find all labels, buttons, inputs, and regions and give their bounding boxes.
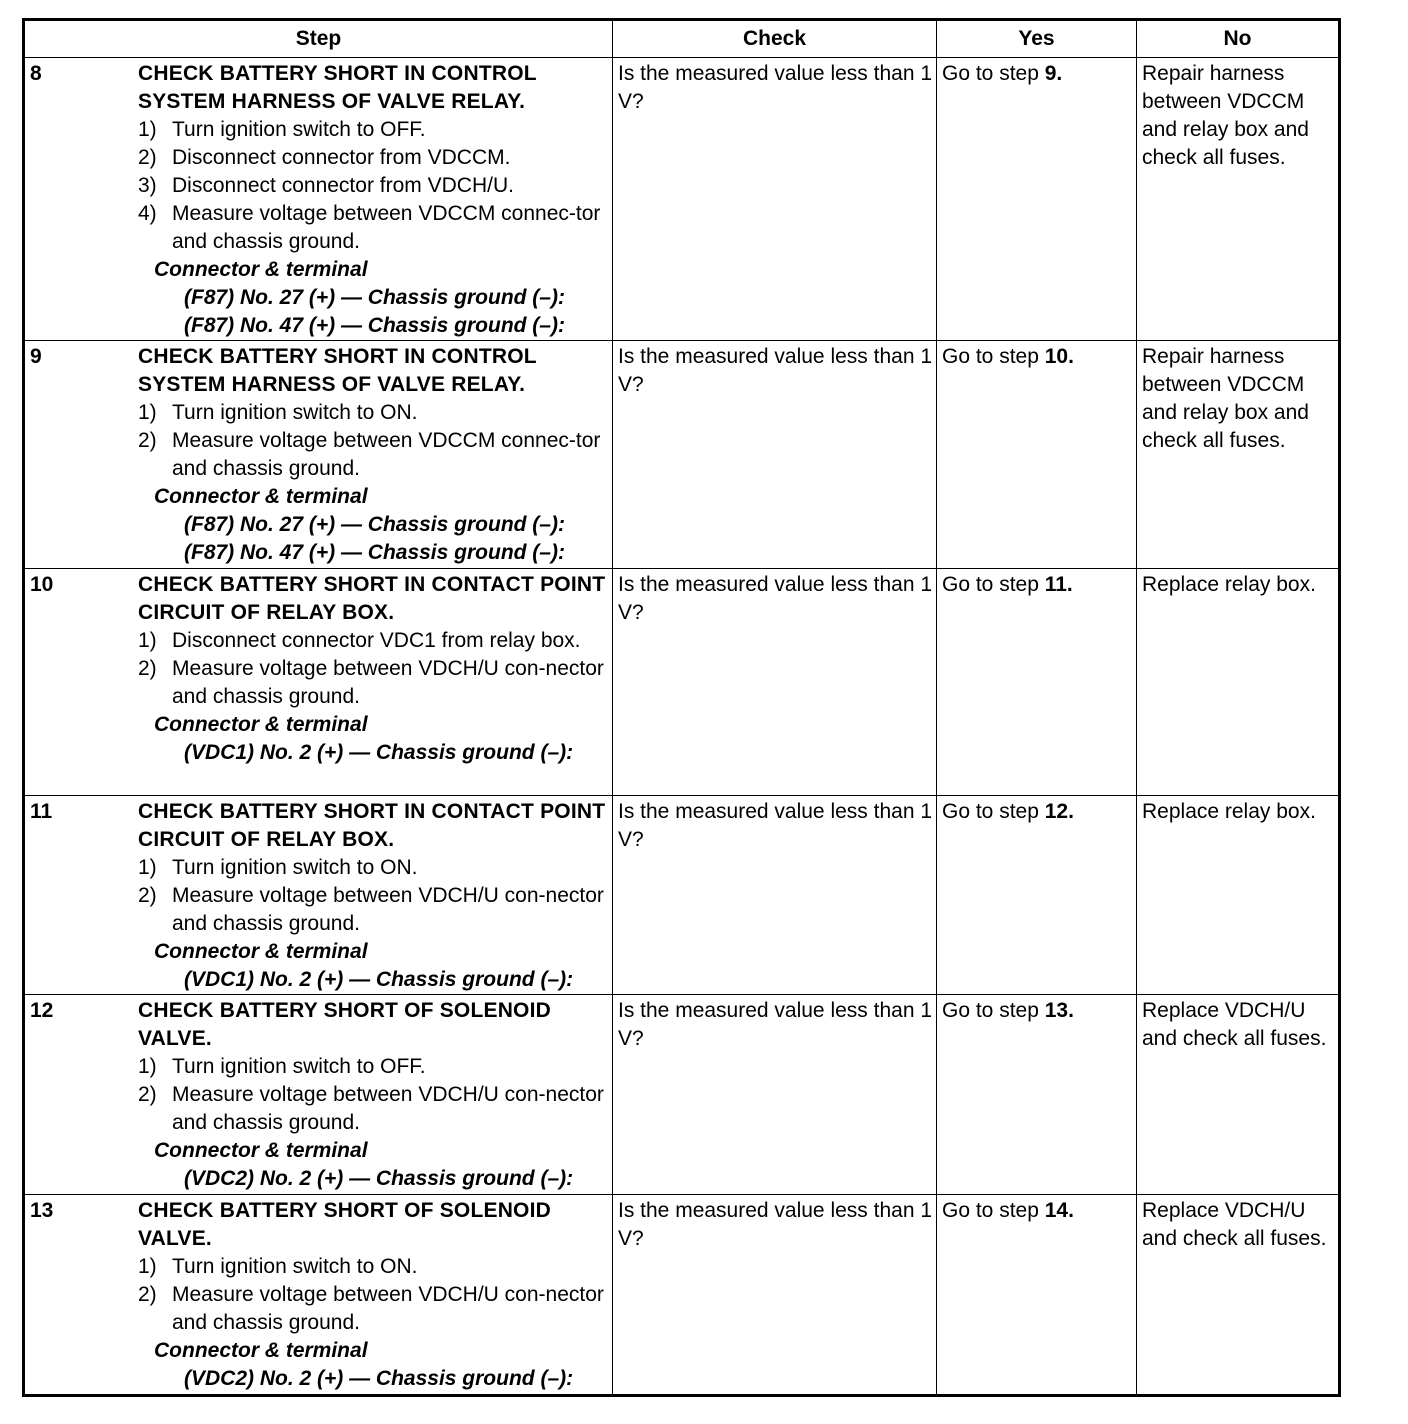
substep-text: Disconnect connector from VDCCM. [172, 146, 511, 169]
substep-number: 1) [138, 1055, 157, 1078]
substep-text: Disconnect connector VDC1 from relay box. [172, 629, 581, 652]
step-number: 11 [30, 800, 53, 823]
substep [138, 854, 608, 882]
table-row [24, 569, 1340, 796]
no-cell [1137, 995, 1340, 1195]
step-cell [24, 796, 613, 995]
step-number: 8 [30, 62, 42, 85]
substep-text: Measure voltage between VDCH/U con-nector and chassis ground. [172, 657, 604, 708]
no-cell [1137, 796, 1340, 995]
substep-text: Disconnect connector from VDCH/U. [172, 174, 514, 197]
substep [138, 116, 608, 144]
check-cell [613, 58, 937, 341]
step-title: CHECK BATTERY SHORT IN CONTACT POINT CIRCUIT OF RELAY BOX. [138, 573, 606, 624]
header-step: Step [24, 20, 613, 58]
check-cell [613, 1195, 937, 1396]
substep-number: 1) [138, 629, 157, 652]
no-text: Replace VDCH/U and check all fuses. [1142, 1199, 1327, 1250]
no-cell [1137, 569, 1340, 796]
substep-text: Measure voltage between VDCH/U con-nector and chassis ground. [172, 1283, 604, 1334]
step-cell [24, 58, 613, 341]
connector-terminal-line: (F87) No. 27 (+) — Chassis ground (–): [184, 513, 565, 536]
yes-step-link: 12. [1044, 800, 1074, 823]
header-yes: Yes [937, 20, 1137, 58]
step-number: 13 [30, 1199, 54, 1222]
substep-number: 1) [138, 118, 157, 141]
no-text: Replace VDCH/U and check all fuses. [1142, 999, 1327, 1050]
connector-terminal-label: Connector & terminal [154, 940, 368, 963]
step-title: CHECK BATTERY SHORT OF SOLENOID VALVE. [138, 1199, 551, 1250]
connector-terminal-label: Connector & terminal [154, 1139, 368, 1162]
connector-terminal-label: Connector & terminal [154, 485, 368, 508]
check-text: Is the measured value less than 1 V? [618, 345, 933, 396]
yes-cell [937, 796, 1137, 995]
step-cell [24, 1195, 613, 1396]
yes-step-link: 9. [1044, 62, 1063, 85]
connector-terminal-line: (F87) No. 47 (+) — Chassis ground (–): [184, 541, 565, 564]
yes-cell [937, 58, 1137, 341]
table-row [24, 796, 1340, 995]
check-text: Is the measured value less than 1 V? [618, 573, 933, 624]
substep-text: Measure voltage between VDCCM connec-tor and chassis ground. [172, 202, 601, 253]
substep-text: Turn ignition switch to OFF. [172, 1055, 426, 1078]
substep [138, 427, 608, 483]
table-body [24, 58, 1340, 1396]
table-row [24, 995, 1340, 1195]
yes-text: Go to step [942, 1199, 1045, 1222]
step-number: 12 [30, 999, 54, 1022]
substep [138, 172, 608, 200]
header-no: No [1137, 20, 1340, 58]
no-cell [1137, 341, 1340, 569]
step-cell [24, 341, 613, 569]
substep-number: 1) [138, 856, 157, 879]
substep-number: 1) [138, 401, 157, 424]
no-cell [1137, 58, 1340, 341]
substep-number: 2) [138, 429, 157, 452]
substep-text: Measure voltage between VDCCM connec-tor and chassis ground. [172, 429, 601, 480]
yes-cell [937, 341, 1137, 569]
no-text: Repair harness between VDCCM and relay box and check all fuses. [1142, 62, 1309, 169]
connector-terminal-line: (VDC2) No. 2 (+) — Chassis ground (–): [184, 1367, 574, 1390]
yes-cell [937, 995, 1137, 1195]
substep [138, 655, 608, 711]
diagnostic-table [22, 18, 1341, 1397]
substep-number: 2) [138, 146, 157, 169]
step-number: 9 [30, 345, 42, 368]
substep [138, 882, 608, 938]
substep [138, 627, 608, 655]
step-title: CHECK BATTERY SHORT IN CONTROL SYSTEM HARNESS OF VALVE RELAY. [138, 345, 537, 396]
table-row [24, 341, 1340, 569]
check-cell [613, 569, 937, 796]
check-cell [613, 341, 937, 569]
check-text: Is the measured value less than 1 V? [618, 62, 933, 113]
yes-text: Go to step [942, 999, 1045, 1022]
yes-text: Go to step [942, 345, 1045, 368]
yes-step-link: 13. [1044, 999, 1074, 1022]
check-cell [613, 995, 937, 1195]
substep-number: 2) [138, 1283, 157, 1306]
connector-terminal-line: (F87) No. 27 (+) — Chassis ground (–): [184, 286, 565, 309]
header-check: Check [613, 20, 937, 58]
connector-terminal-label: Connector & terminal [154, 258, 368, 281]
step-title: CHECK BATTERY SHORT IN CONTACT POINT CIRCUIT OF RELAY BOX. [138, 800, 606, 851]
yes-step-link: 11. [1044, 573, 1073, 596]
table-row [24, 1195, 1340, 1396]
yes-step-link: 10. [1044, 345, 1074, 368]
step-title: CHECK BATTERY SHORT OF SOLENOID VALVE. [138, 999, 551, 1050]
step-number: 10 [30, 573, 54, 596]
substep [138, 1053, 608, 1081]
no-text: Replace relay box. [1142, 800, 1316, 823]
substep-number: 2) [138, 1083, 157, 1106]
yes-text: Go to step [942, 800, 1045, 823]
substep-text: Turn ignition switch to ON. [172, 1255, 418, 1278]
connector-terminal-label: Connector & terminal [154, 713, 368, 736]
substep [138, 200, 608, 256]
check-text: Is the measured value less than 1 V? [618, 800, 933, 851]
substep [138, 399, 608, 427]
step-cell [24, 995, 613, 1195]
connector-terminal-line: (VDC2) No. 2 (+) — Chassis ground (–): [184, 1167, 574, 1190]
no-text: Repair harness between VDCCM and relay box and check all fuses. [1142, 345, 1309, 452]
yes-text: Go to step [942, 573, 1045, 596]
table-row [24, 58, 1340, 341]
check-text: Is the measured value less than 1 V? [618, 999, 933, 1050]
header-row [24, 20, 1340, 58]
step-cell [24, 569, 613, 796]
yes-cell [937, 1195, 1137, 1396]
substep-number: 4) [138, 202, 157, 225]
yes-cell [937, 569, 1137, 796]
substep-number: 2) [138, 657, 157, 680]
connector-terminal-line: (VDC1) No. 2 (+) — Chassis ground (–): [184, 741, 574, 764]
check-text: Is the measured value less than 1 V? [618, 1199, 933, 1250]
substep [138, 1081, 608, 1137]
substep-text: Turn ignition switch to OFF. [172, 118, 426, 141]
step-title: CHECK BATTERY SHORT IN CONTROL SYSTEM HARNESS OF VALVE RELAY. [138, 62, 537, 113]
yes-step-link: 14. [1044, 1199, 1074, 1222]
substep-text: Turn ignition switch to ON. [172, 856, 418, 879]
substep-text: Turn ignition switch to ON. [172, 401, 418, 424]
substep [138, 144, 608, 172]
substep [138, 1281, 608, 1337]
substep-text: Measure voltage between VDCH/U con-nector and chassis ground. [172, 1083, 604, 1134]
no-cell [1137, 1195, 1340, 1396]
substep-number: 3) [138, 174, 157, 197]
substep-text: Measure voltage between VDCH/U con-nector and chassis ground. [172, 884, 604, 935]
substep [138, 1253, 608, 1281]
connector-terminal-label: Connector & terminal [154, 1339, 368, 1362]
substep-number: 2) [138, 884, 157, 907]
substep-number: 1) [138, 1255, 157, 1278]
connector-terminal-line: (F87) No. 47 (+) — Chassis ground (–): [184, 314, 565, 337]
no-text: Replace relay box. [1142, 573, 1316, 596]
check-cell [613, 796, 937, 995]
connector-terminal-line: (VDC1) No. 2 (+) — Chassis ground (–): [184, 968, 574, 991]
yes-text: Go to step [942, 62, 1045, 85]
